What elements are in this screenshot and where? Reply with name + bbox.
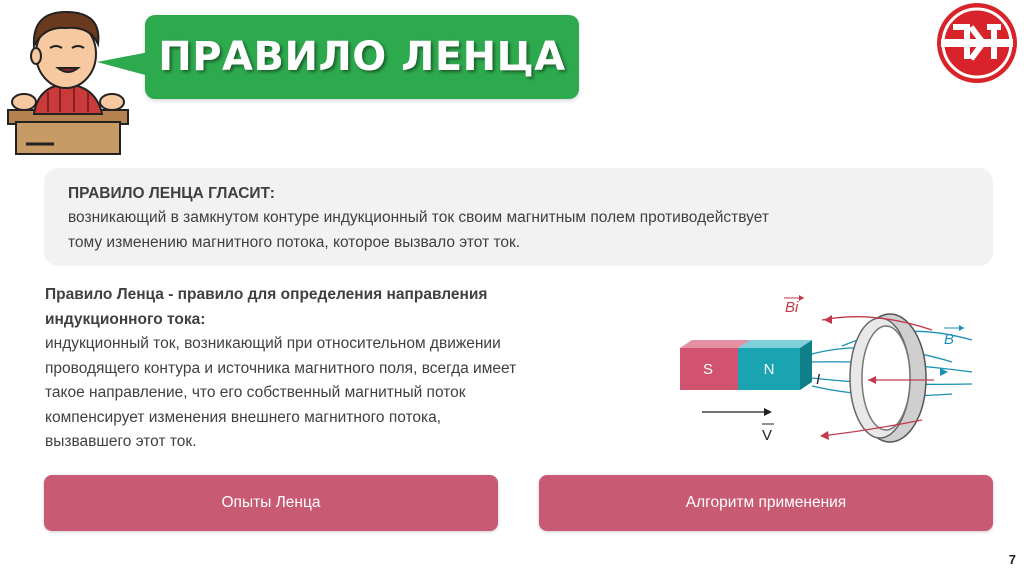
definition-heading-1: Правило Ленца - правило для определения направления (45, 286, 488, 303)
application-algorithm-button[interactable] (539, 475, 993, 531)
page-number: 7 (1008, 552, 1016, 567)
label-b: B (944, 331, 955, 348)
velocity-arrow-icon (764, 408, 772, 416)
label-v: V (762, 427, 773, 444)
bar-magnet (680, 340, 812, 390)
definition-line-4: компенсирует изменения внешнего магнитного потока, (45, 408, 442, 426)
rule-statement-box (44, 168, 993, 266)
teacher-illustration (4, 4, 134, 156)
label-bi: Bi (785, 299, 799, 316)
definition-line-5: вызвавшего этот ток. (45, 433, 197, 450)
page-title: ПРАВИЛО ЛЕНЦА (158, 34, 566, 80)
lenz-experiments-button[interactable] (44, 475, 498, 531)
induced-arrow-bottom-icon (820, 431, 829, 440)
lenz-experiments-label: Опыты Ленца (221, 494, 321, 511)
conducting-ring (850, 314, 926, 442)
induced-arrow-top-icon (824, 315, 832, 324)
magnet-n-label: N (763, 361, 775, 378)
application-algorithm-label: Алгоритм применения (685, 494, 847, 511)
rule-text (68, 205, 969, 255)
definition-line-2: проводящего контура и источника магнитного поля, всегда имеет (45, 359, 517, 377)
rule-line-1: возникающий в замкнутом контуре индукционный ток своим магнитным полем противодействует (68, 209, 769, 226)
lenz-diagram (672, 290, 992, 450)
magnet-s-label: S (702, 361, 714, 378)
definition-line-3: такое направление, что его собственный магнитный поток (45, 384, 466, 401)
rule-heading: ПРАВИЛО ЛЕНЦА ГЛАСИТ: (68, 185, 275, 202)
title-banner (145, 15, 579, 99)
speech-tail (97, 52, 149, 76)
brand-logo-icon (935, 1, 1019, 85)
definition-text (45, 283, 605, 455)
label-current: I (816, 371, 821, 388)
definition-heading-2: индукционного тока: (45, 310, 206, 328)
rule-line-2: тому изменению магнитного потока, которое вызвало этот ток. (68, 234, 521, 251)
definition-line-1: индукционный ток, возникающий при относительном движении (45, 335, 501, 352)
